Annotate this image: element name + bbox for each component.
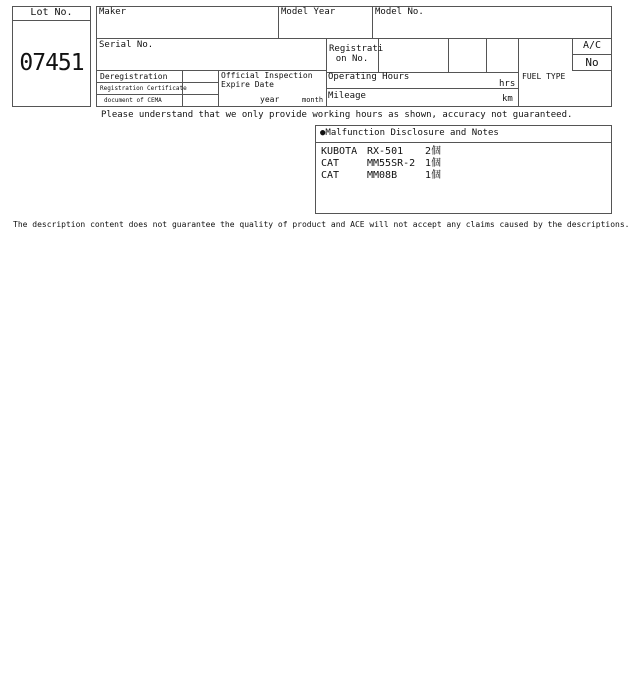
- malfunction-item-model: RX-501: [367, 146, 404, 157]
- malfunction-item-model: MM55SR-2: [367, 158, 416, 169]
- maker-label: Maker: [99, 7, 127, 17]
- year-label: year: [260, 95, 280, 104]
- operating-hours-label: Operating Hours: [328, 72, 410, 82]
- fuel-type-label: FUEL TYPE: [522, 72, 566, 81]
- malfunction-item-maker: CAT: [321, 170, 340, 181]
- malfunction-item-maker: CAT: [321, 158, 340, 169]
- km-label: km: [502, 94, 513, 104]
- ac-label: A/C: [582, 40, 602, 51]
- disclaimer: The description content does not guarantee the quality of product and ACE will not accept any claims caused by the descriptions.: [13, 220, 630, 229]
- deregistration-label: Deregistration: [100, 72, 168, 81]
- serial-no-label: Serial No.: [99, 40, 154, 50]
- malfunction-item-model: MM08B: [367, 170, 398, 181]
- expire-date-label: Expire Date: [221, 80, 274, 89]
- month-label: month: [302, 96, 324, 104]
- registration-certificate-label: Registration Certificate: [100, 85, 187, 92]
- lot-number: 07451: [19, 50, 84, 76]
- hrs-label: hrs: [499, 79, 516, 89]
- malfunction-item-qty: 2個: [425, 146, 442, 157]
- ac-value: No: [585, 56, 599, 69]
- malfunction-box: [315, 125, 612, 214]
- malfunction-item-qty: 1個: [425, 170, 442, 181]
- lot-label: Lot No.: [30, 7, 73, 18]
- mileage-label: Mileage: [328, 91, 366, 101]
- official-inspection-label: Official Inspection: [221, 71, 313, 80]
- malfunction-item-maker: KUBOTA: [321, 146, 358, 157]
- registration-no-label-1: Registrati: [329, 44, 384, 54]
- model-year-label: Model Year: [281, 7, 336, 17]
- registration-no-label-2: on No.: [335, 54, 369, 64]
- lot-divider: [12, 20, 91, 21]
- working-hours-notice: Please understand that we only provide working hours as shown, accuracy not guaranteed.: [101, 110, 573, 120]
- malfunction-item-qty: 1個: [425, 158, 442, 169]
- malfunction-title: ●Malfunction Disclosure and Notes: [320, 128, 499, 138]
- document-of-cema-label: document of CEMA: [104, 97, 162, 104]
- model-no-label: Model No.: [375, 7, 424, 17]
